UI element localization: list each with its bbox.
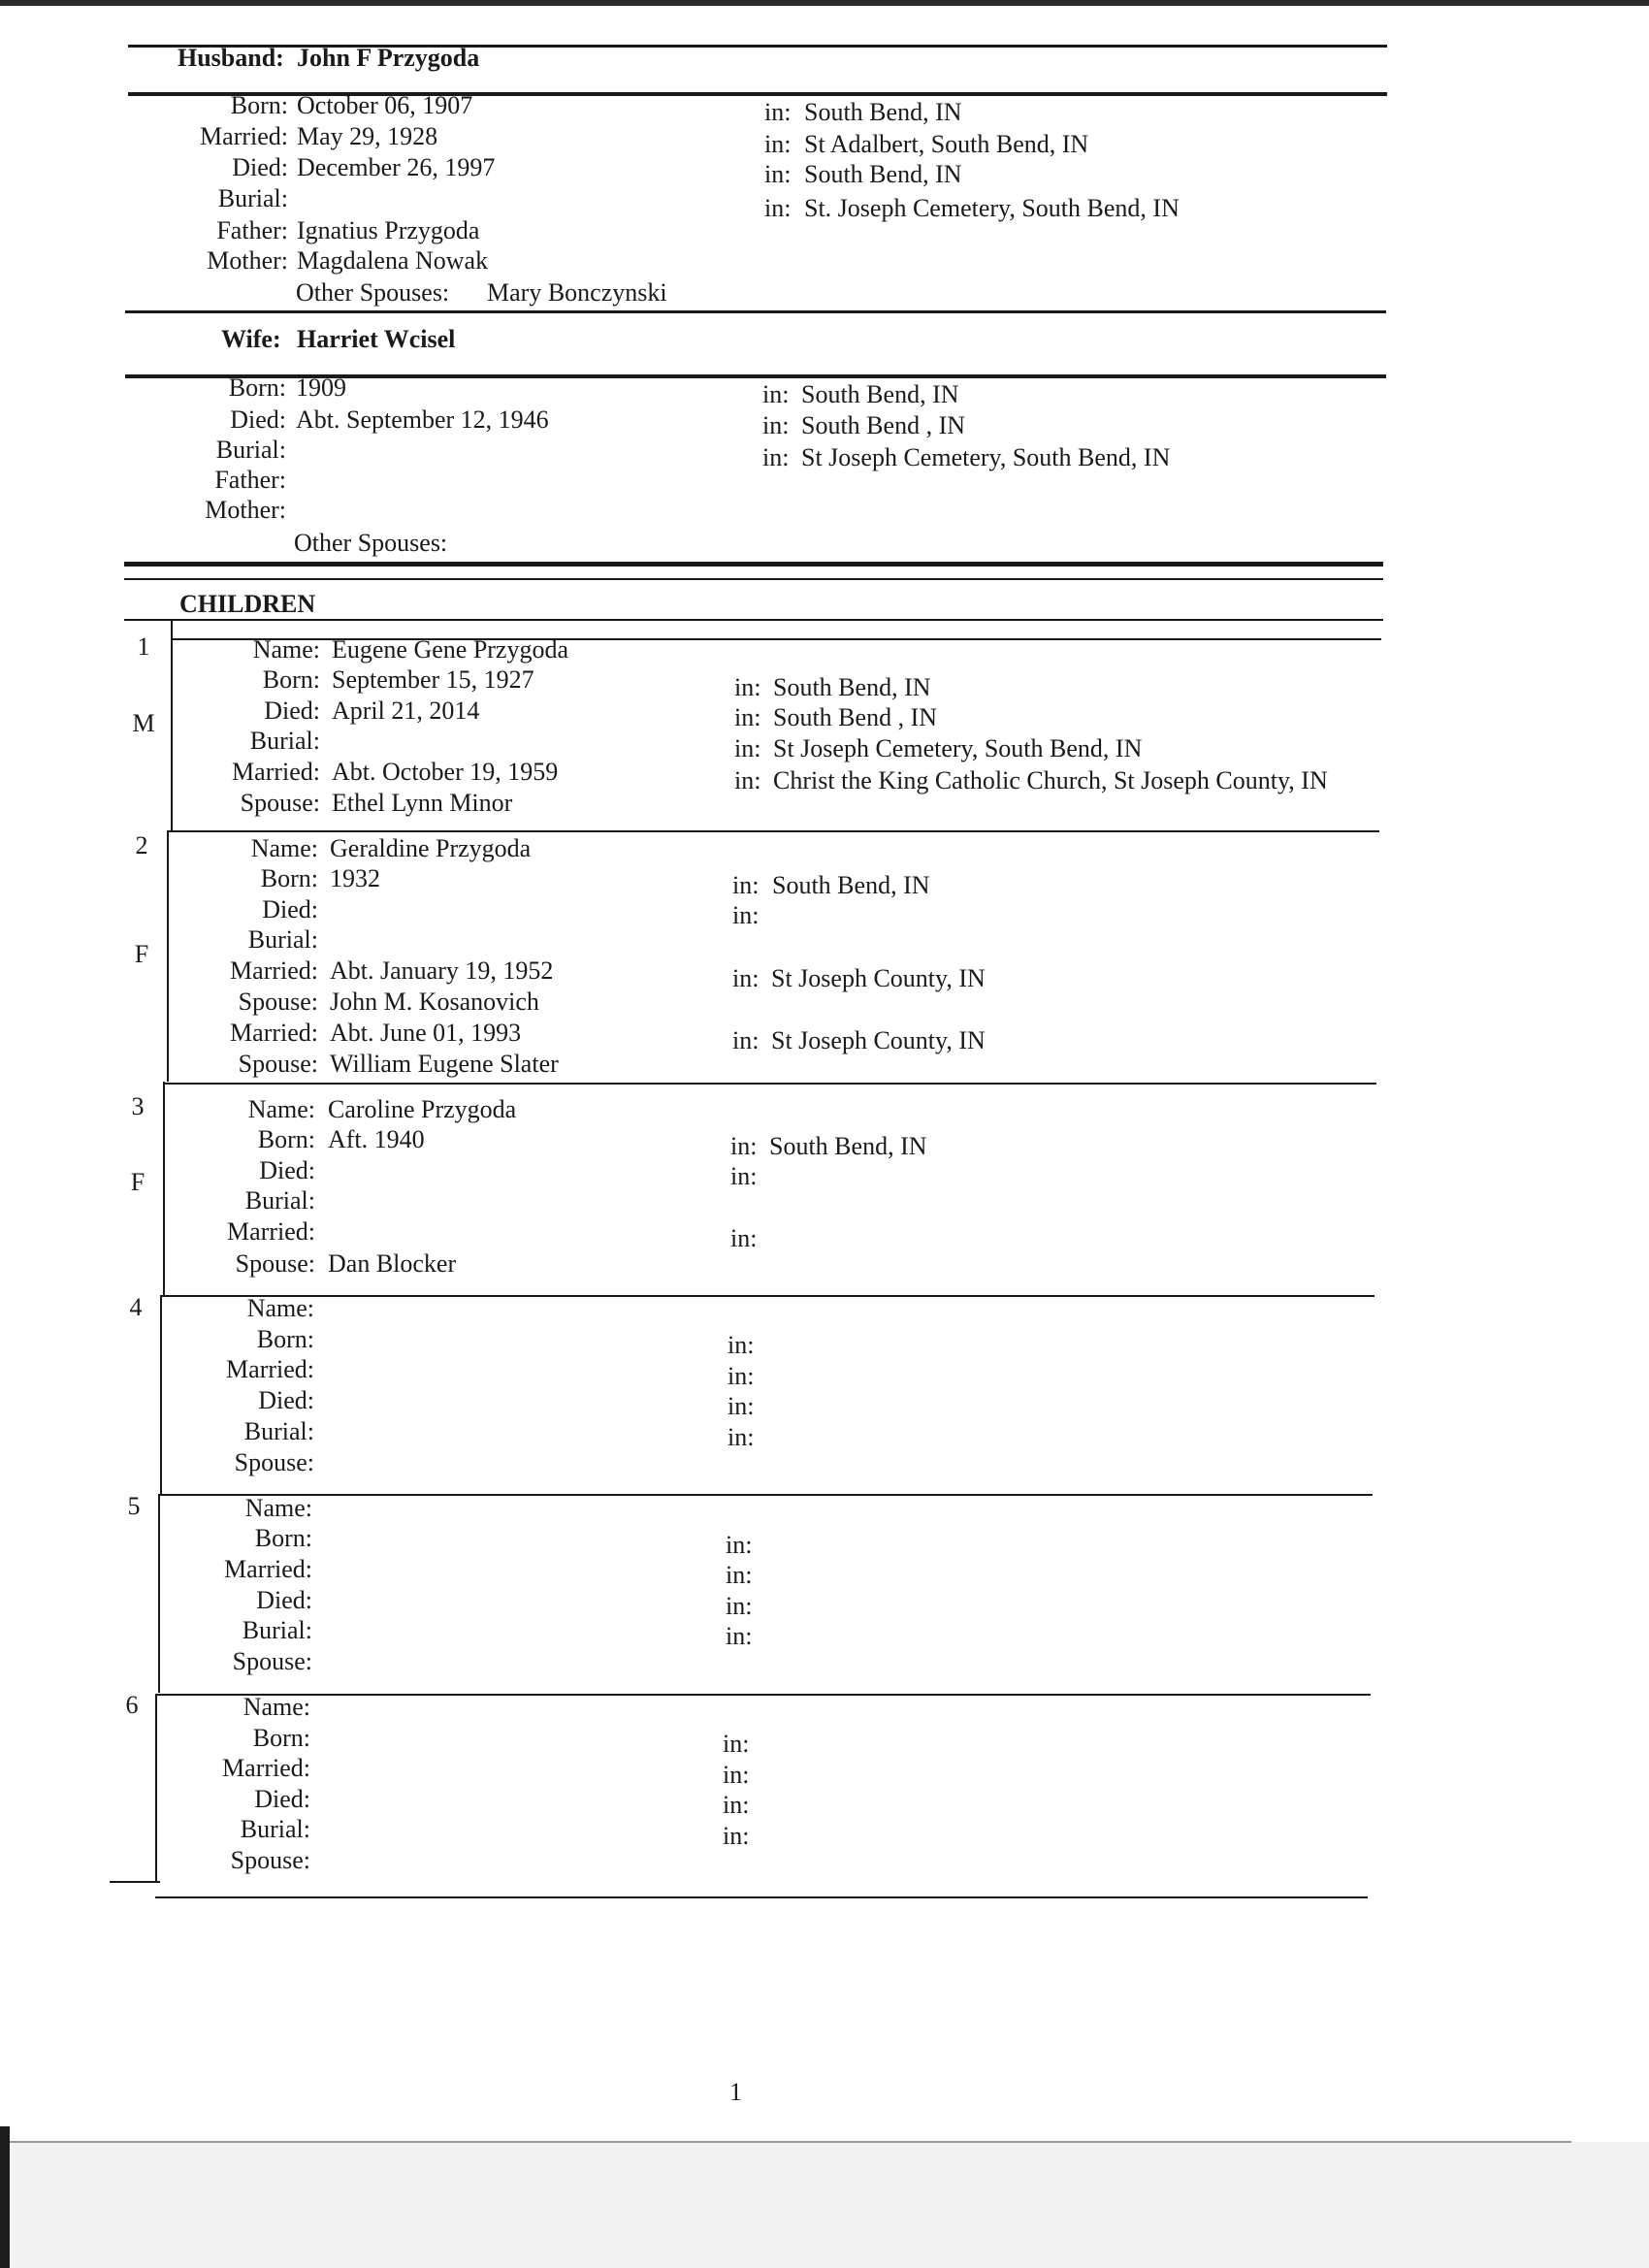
child-4-divider — [160, 1295, 162, 1494]
child-2-number: 2 — [135, 831, 148, 859]
child-2-died-label: Died: — [262, 895, 318, 923]
child-1-married-label: Married: — [232, 758, 320, 786]
husband-other-spouses-value: Mary Bonczynski — [487, 278, 667, 307]
husband-born-label: Born: — [230, 91, 288, 119]
wife-other-spouses-label: Other Spouses: — [294, 529, 448, 557]
child-2-born-label: Born: — [260, 864, 318, 892]
scan-page-edge — [0, 2141, 1571, 2143]
child-1-born-label: Born: — [262, 665, 320, 694]
husband-married-value: May 29, 1928 — [297, 122, 438, 150]
child-2-burial-label: Burial: — [247, 925, 318, 954]
child-3-name-label: Name: — [247, 1095, 315, 1123]
child-3-top-rule — [163, 1083, 1376, 1085]
child-3-spouse-value: Dan Blocker — [328, 1249, 457, 1278]
child-1-died-place: South Bend , IN — [773, 703, 937, 731]
child-1-spouse-label: Spouse: — [240, 789, 320, 817]
husband-born-value: October 06, 1907 — [297, 91, 473, 119]
wife-heading: Wife: — [221, 325, 281, 353]
wife-died-label: Died: — [230, 405, 286, 434]
child-4-top-rule — [160, 1295, 1374, 1297]
child-5-top-rule — [158, 1494, 1373, 1496]
child-3-spouse-label: Spouse: — [235, 1249, 315, 1278]
husband-died-place: South Bend, IN — [804, 160, 962, 188]
child-6-born-in: in: — [723, 1730, 750, 1758]
child-3-number: 3 — [131, 1092, 145, 1120]
child-2-married-1-value: Abt. January 19, 1952 — [330, 956, 554, 985]
wife-died-place: South Bend , IN — [801, 411, 965, 439]
child-3-born-place: South Bend, IN — [769, 1132, 927, 1160]
child-4-died-label: Died: — [258, 1386, 314, 1414]
wife-burial-in: in: — [762, 443, 790, 471]
husband-married-in: in: — [764, 130, 792, 158]
child-1-died-label: Died: — [264, 697, 320, 725]
husband-father-value: Ignatius Przygoda — [297, 216, 480, 244]
child-6-divider — [155, 1694, 157, 1883]
husband-died-value: December 26, 1997 — [297, 153, 496, 181]
husband-mother-value: Magdalena Nowak — [297, 246, 489, 275]
husband-died-label: Died: — [232, 153, 288, 181]
child-5-spouse-label: Spouse: — [232, 1647, 312, 1675]
child-4-born-in: in: — [728, 1331, 755, 1359]
child-5-born-in: in: — [726, 1531, 753, 1559]
children-bottom-rule — [155, 1896, 1368, 1898]
child-1-married-place: Christ the King Catholic Church, St Joseph County, IN — [773, 766, 1328, 794]
child-6-born-label: Born: — [252, 1724, 310, 1752]
child-3-name-value: Caroline Przygoda — [328, 1095, 517, 1123]
children-bottom-left-rule — [110, 1881, 160, 1883]
child-3-burial-label: Burial: — [244, 1186, 315, 1215]
wife-born-label: Born: — [228, 373, 286, 402]
children-heading: CHILDREN — [179, 590, 316, 618]
child-1-born-in: in: — [734, 673, 761, 701]
wife-born-value: 1909 — [296, 373, 346, 402]
child-6-number: 6 — [125, 1691, 139, 1719]
wife-name: Harriet Wcisel — [297, 325, 456, 353]
child-3-sex: F — [130, 1168, 146, 1196]
child-5-married-in: in: — [726, 1561, 753, 1589]
child-4-born-label: Born: — [256, 1325, 314, 1353]
child-5-name-label: Name: — [244, 1494, 312, 1522]
child-1-burial-label: Burial: — [249, 727, 320, 755]
child-1-spouse-value: Ethel Lynn Minor — [332, 789, 513, 817]
child-4-burial-label: Burial: — [243, 1417, 314, 1445]
wife-mother-label: Mother: — [205, 496, 286, 524]
child-2-died-in: in: — [732, 901, 760, 929]
child-6-married-label: Married: — [222, 1754, 310, 1782]
child-1-married-in: in: — [734, 766, 761, 794]
child-1-burial-in: in: — [734, 734, 761, 762]
child-1-married-value: Abt. October 19, 1959 — [332, 758, 559, 786]
wife-burial-place: St Joseph Cemetery, South Bend, IN — [801, 443, 1171, 471]
wife-born-in: in: — [762, 380, 790, 408]
child-5-married-label: Married: — [224, 1555, 312, 1583]
child-2-born-value: 1932 — [330, 864, 380, 892]
child-4-number: 4 — [129, 1293, 143, 1321]
child-5-burial-in: in: — [726, 1622, 753, 1650]
child-2-name-value: Geraldine Przygoda — [330, 834, 532, 862]
child-1-died-in: in: — [734, 703, 761, 731]
child-1-number: 1 — [137, 632, 150, 661]
wife-died-in: in: — [762, 411, 790, 439]
husband-born-place: South Bend, IN — [804, 98, 962, 126]
child-5-died-label: Died: — [256, 1586, 312, 1614]
scan-edge-left — [0, 2126, 10, 2268]
husband-mother-label: Mother: — [207, 246, 288, 275]
child-2-married-1-place: St Joseph County, IN — [771, 964, 986, 992]
child-2-spouse-1-label: Spouse: — [238, 988, 318, 1016]
husband-burial-label: Burial: — [217, 184, 288, 212]
children-header-rule — [124, 619, 1383, 621]
child-2-spouse-1-value: John M. Kosanovich — [330, 988, 539, 1016]
child-2-sex: F — [134, 940, 149, 968]
child-1-divider — [171, 621, 173, 832]
child-2-top-rule — [167, 830, 1379, 832]
scan-edge-top — [0, 0, 1649, 6]
child-6-spouse-label: Spouse: — [230, 1846, 310, 1874]
husband-married-label: Married: — [200, 122, 288, 150]
children-top-rule — [124, 562, 1383, 567]
child-1-name-value: Eugene Gene Przygoda — [332, 635, 569, 664]
child-3-died-in: in: — [730, 1162, 758, 1190]
child-5-number: 5 — [127, 1492, 141, 1520]
child-6-died-in: in: — [723, 1791, 750, 1819]
child-2-spouse-2-label: Spouse: — [238, 1050, 318, 1078]
wife-top-rule — [125, 310, 1386, 313]
child-5-burial-label: Burial: — [242, 1616, 312, 1644]
child-4-spouse-label: Spouse: — [234, 1448, 314, 1476]
child-2-married-2-place: St Joseph County, IN — [771, 1026, 986, 1054]
husband-died-in: in: — [764, 160, 792, 188]
scan-bottom-margin — [0, 2142, 1649, 2268]
child-2-married-2-label: Married: — [230, 1019, 318, 1047]
wife-father-label: Father: — [214, 466, 286, 494]
child-4-died-in: in: — [728, 1392, 755, 1420]
wife-born-place: South Bend, IN — [801, 380, 959, 408]
child-6-top-rule — [155, 1694, 1371, 1696]
child-2-married-1-in: in: — [732, 964, 760, 992]
child-3-died-label: Died: — [259, 1156, 315, 1184]
child-1-burial-place: St Joseph Cemetery, South Bend, IN — [773, 734, 1143, 762]
child-2-divider — [167, 830, 169, 1082]
husband-name: John F Przygoda — [297, 44, 480, 72]
page-number: 1 — [729, 2078, 742, 2106]
wife-burial-label: Burial: — [215, 436, 286, 464]
child-1-died-value: April 21, 2014 — [332, 697, 480, 725]
child-5-born-label: Born: — [254, 1524, 312, 1552]
child-2-spouse-2-value: William Eugene Slater — [330, 1050, 559, 1078]
child-2-born-in: in: — [732, 871, 760, 899]
husband-born-in: in: — [764, 98, 792, 126]
child-1-name-label: Name: — [252, 635, 320, 664]
child-4-burial-in: in: — [728, 1423, 755, 1451]
husband-burial-place: St. Joseph Cemetery, South Bend, IN — [804, 194, 1180, 222]
child-2-married-1-label: Married: — [230, 956, 318, 985]
child-2-married-2-value: Abt. June 01, 1993 — [330, 1019, 522, 1047]
child-5-divider — [158, 1494, 160, 1693]
child-3-divider — [163, 1082, 165, 1297]
child-2-name-label: Name: — [250, 834, 318, 862]
husband-heading: Husband: — [178, 44, 284, 72]
child-2-born-place: South Bend, IN — [772, 871, 930, 899]
child-3-married-label: Married: — [227, 1217, 315, 1246]
wife-died-value: Abt. September 12, 1946 — [296, 405, 549, 434]
child-3-married-in: in: — [730, 1224, 758, 1252]
child-6-died-label: Died: — [254, 1785, 310, 1813]
child-5-died-in: in: — [726, 1592, 753, 1620]
husband-father-label: Father: — [216, 216, 288, 244]
husband-other-spouses-label: Other Spouses: — [296, 278, 450, 307]
child-6-name-label: Name: — [242, 1693, 310, 1721]
husband-burial-in: in: — [764, 194, 792, 222]
child-1-sex: M — [132, 709, 155, 737]
child-1-born-place: South Bend, IN — [773, 673, 931, 701]
child-3-born-in: in: — [730, 1132, 758, 1160]
child-4-married-in: in: — [728, 1362, 755, 1390]
child-1-born-value: September 15, 1927 — [332, 665, 534, 694]
child-3-born-value: Aft. 1940 — [328, 1125, 425, 1153]
child-2-married-2-in: in: — [732, 1026, 760, 1054]
child-6-married-in: in: — [723, 1761, 750, 1789]
child-6-burial-in: in: — [723, 1822, 750, 1850]
child-6-burial-label: Burial: — [240, 1815, 310, 1843]
child-4-name-label: Name: — [246, 1294, 314, 1322]
children-second-rule — [124, 578, 1383, 580]
child-4-married-label: Married: — [226, 1355, 314, 1383]
husband-married-place: St Adalbert, South Bend, IN — [804, 130, 1089, 158]
child-3-born-label: Born: — [257, 1125, 315, 1153]
